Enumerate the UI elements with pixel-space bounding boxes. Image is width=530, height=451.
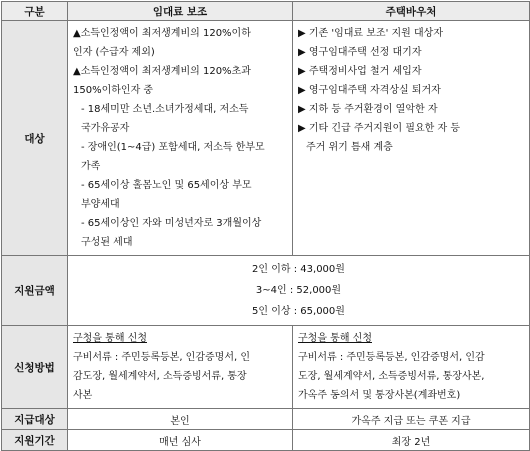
housing-support-table <box>1 1 530 451</box>
method-rs-docs-3: 사본 <box>73 390 93 401</box>
row-period <box>2 430 530 451</box>
period-housing-voucher: 최장 2년 <box>293 430 530 451</box>
method-hv-docs-2: 도장, 월세계약서, 소득증빙서류, 통장사본, <box>298 371 485 382</box>
amount-values <box>68 256 530 326</box>
target-rent-subsidy <box>68 21 293 256</box>
method-hv-docs-3: 가옥주 동의서 및 통장사본(계좌번호) <box>298 390 461 401</box>
row-payee <box>2 409 530 430</box>
row-method <box>2 326 530 409</box>
target-hv-line-7: 주거 위기 틈새 계층 <box>306 142 393 153</box>
target-rs-line-11: - 65세이상인 자와 미성년자로 3개월이상 <box>81 218 262 229</box>
row-amount <box>2 256 530 326</box>
row-label-amount: 지원금액 <box>2 256 68 326</box>
target-hv-line-5: ▶ 지하 등 주거환경이 열악한 자 <box>298 104 438 115</box>
target-rs-line-3: ▲소득인정액이 최저생계비의 120%초과 <box>73 66 251 77</box>
target-hv-line-3: ▶ 주택정비사업 철거 세입자 <box>298 66 422 77</box>
target-rs-line-9: - 65세이상 홀몸노인 및 65세이상 부모 <box>81 180 252 191</box>
period-rent-subsidy: 매년 심사 <box>68 430 293 451</box>
target-rs-line-7: - 장애인(1~4급) 포함세대, 저소득 한부모 <box>81 142 265 153</box>
method-rent-subsidy <box>68 326 293 409</box>
payee-rent-subsidy: 본인 <box>68 409 293 430</box>
method-rs-docs-2: 감도장, 월세계약서, 소득증빙서류, 통장 <box>73 371 247 382</box>
row-label-payee: 지급대상 <box>2 409 68 430</box>
row-target <box>2 21 530 256</box>
target-rs-line-2: 인자 (수급자 제외) <box>73 47 155 58</box>
row-label-method: 신청방법 <box>2 326 68 409</box>
method-hv-apply: 구청을 통해 신청 <box>298 333 372 344</box>
target-rs-line-4: 150%이하인자 중 <box>73 85 154 96</box>
header-rent-subsidy: 임대료 보조 <box>68 2 293 21</box>
header-row <box>2 2 530 21</box>
row-label-target: 대상 <box>2 21 68 256</box>
target-housing-voucher <box>293 21 530 256</box>
target-rs-line-12: 구성된 세대 <box>81 237 133 248</box>
target-hv-line-4: ▶ 영구임대주택 자격상실 퇴거자 <box>298 85 441 96</box>
method-rs-apply: 구청을 통해 신청 <box>73 333 147 344</box>
method-housing-voucher <box>293 326 530 409</box>
target-rs-line-1: ▲소득인정액이 최저생계비의 120%이하 <box>73 28 251 39</box>
target-rs-line-10: 부양세대 <box>81 199 120 210</box>
target-hv-line-6: ▶ 기타 긴급 주거지원이 필요한 자 등 <box>298 123 461 134</box>
target-rs-line-5: - 18세미만 소년.소녀가정세대, 저소득 <box>81 104 249 115</box>
amount-line-3: 5인 이상 : 65,000원 <box>252 306 345 317</box>
target-rs-line-8: 가족 <box>81 161 101 172</box>
header-housing-voucher: 주택바우처 <box>293 2 530 21</box>
method-rs-docs-1: 구비서류 : 주민등록등본, 인감증명서, 인 <box>73 352 251 363</box>
target-hv-line-2: ▶ 영구임대주택 선정 대기자 <box>298 47 422 58</box>
header-category: 구분 <box>2 2 68 21</box>
row-label-period: 지원기간 <box>2 430 68 451</box>
payee-housing-voucher: 가옥주 지급 또는 쿠폰 지급 <box>293 409 530 430</box>
target-hv-line-1: ▶ 기존 '임대료 보조' 지원 대상자 <box>298 28 444 39</box>
amount-line-1: 2인 이하 : 43,000원 <box>252 264 345 275</box>
method-hv-docs-1: 구비서류 : 주민등록등본, 인감증명서, 인감 <box>298 352 485 363</box>
amount-line-2: 3~4인 : 52,000원 <box>255 285 342 296</box>
target-rs-line-6: 국가유공자 <box>81 123 130 134</box>
